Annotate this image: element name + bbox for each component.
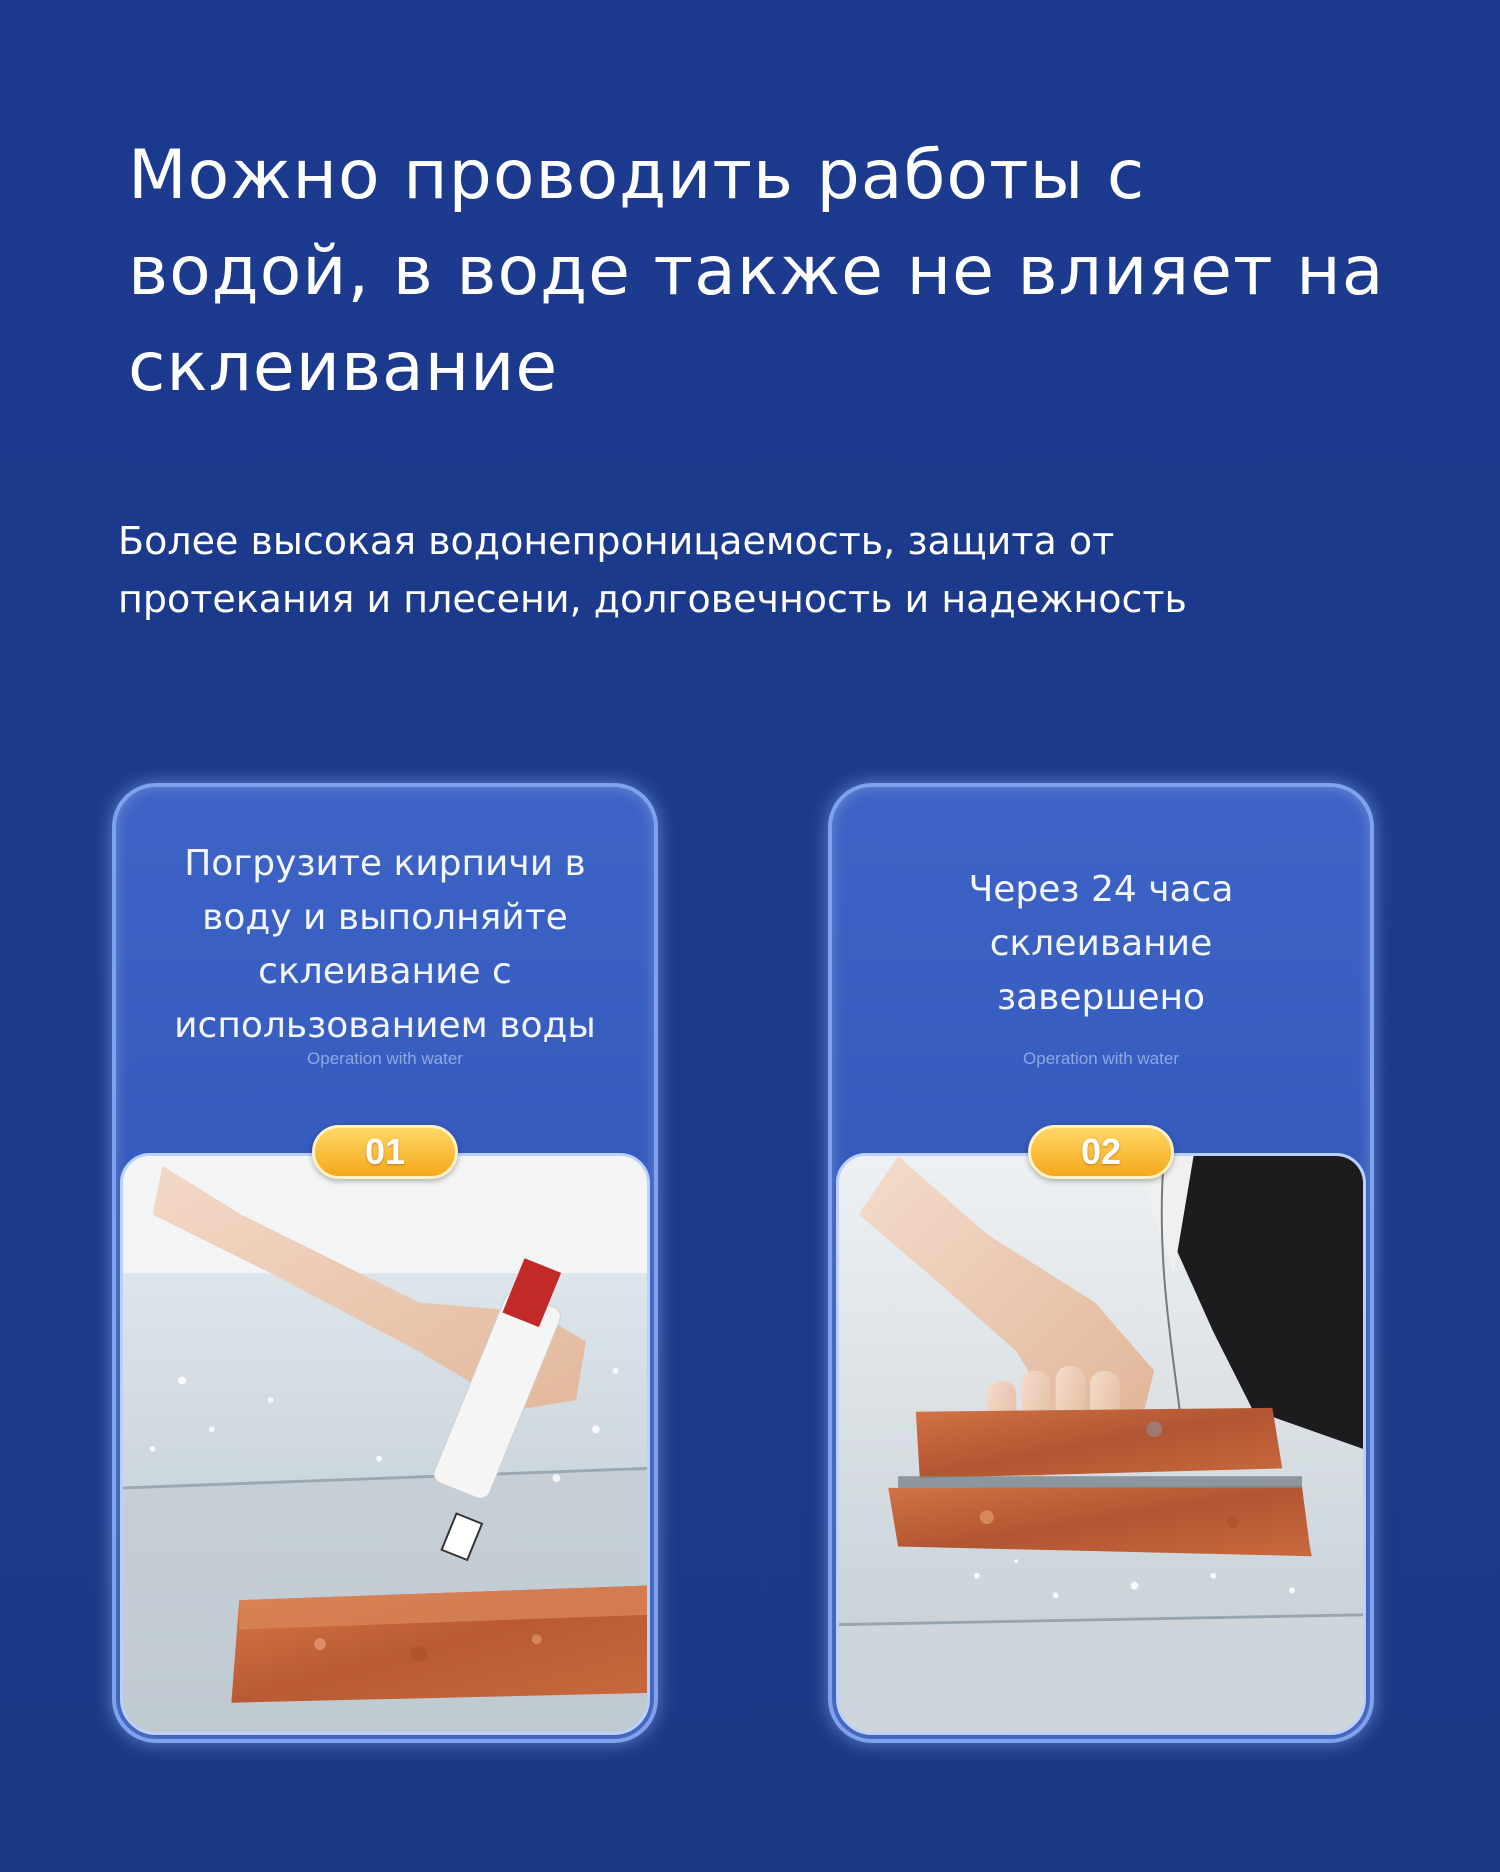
step-2-title: Через 24 часа склеивание завершено: [968, 869, 1234, 1018]
step-card-2: [828, 783, 1374, 1743]
step-1-badge: 01: [312, 1125, 458, 1179]
step-1-caption: Operation with water: [307, 1049, 463, 1068]
step-1-title: Погрузите кирпичи в воду и выполняйте склеивание с использованием воды: [174, 843, 596, 1046]
step-2-caption: Operation with water: [1023, 1049, 1179, 1068]
subheadline: Более высокая водонепроницаемость, защита от протекания и плесени, долговечность и надежность: [118, 519, 1187, 621]
headline: Можно проводить работы с водой, в воде также не влияет на склеивание: [128, 136, 1385, 407]
step-1-photo: [120, 1153, 650, 1735]
brick-underwater-glue-illustration: [123, 1156, 647, 1732]
step-card-1: [112, 783, 658, 1743]
bonded-bricks-lifted-illustration: [839, 1156, 1363, 1732]
step-2-photo: [836, 1153, 1366, 1735]
step-2-badge: 02: [1028, 1125, 1174, 1179]
